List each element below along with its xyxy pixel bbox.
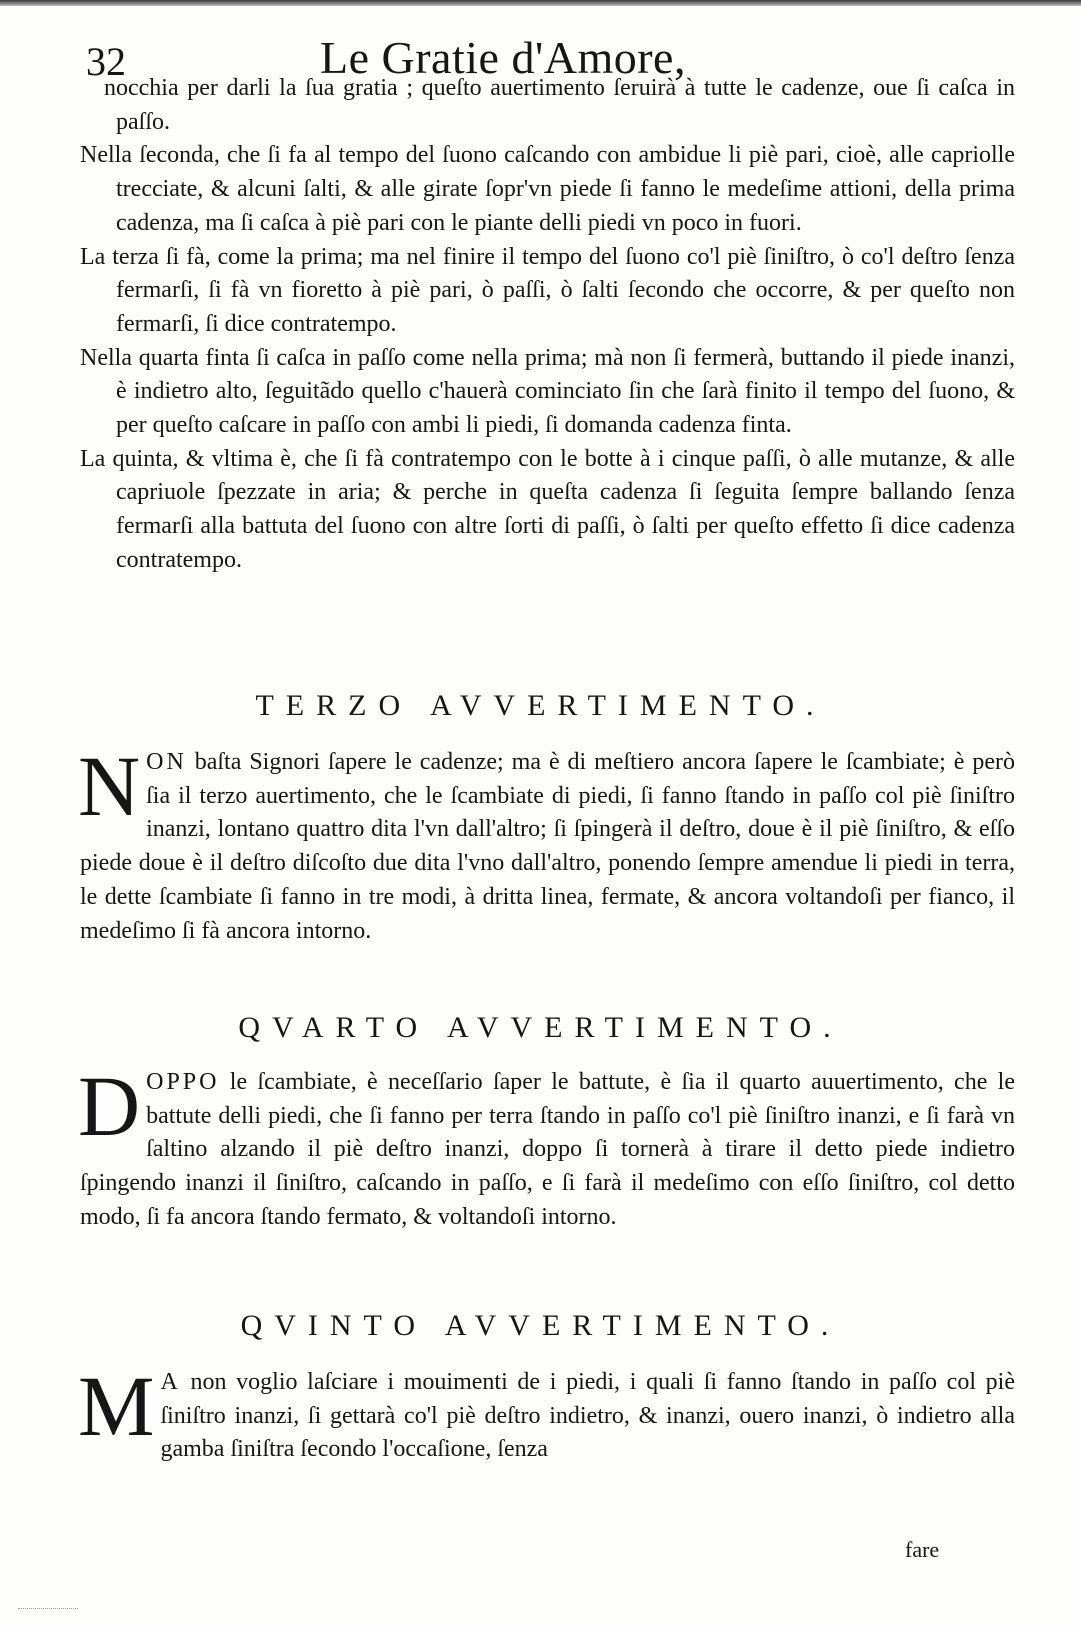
heading-quinto-avvertimento: QVINTO AVVERTIMENTO. — [240, 1309, 841, 1342]
paragraph-quinta: La quinta, & vltima è, che ſi fà contratempo con le botte à i cinque paſſi, ò alle mutanze, & alle capriuole ſpezzate in aria; & perche in queſta cadenza ſi ſeguita ſempre ballando ſenza fermarſi alla battuta del ſuono con altre ſorti di paſſi, ò ſalti per queſto effetto ſi dice cadenza contratempo. — [80, 445, 1015, 573]
section-quinto-body: non voglio laſciare i mouimenti de i piedi, i quali ſi fanno ſtando in paſſo col piè ſiniſtro inanzi, ſi gettarà co'l piè deſtro indietro, & inanzi, ouero inanzi, ò indietro alla gamba ſiniſtra ſecondo l'occaſione, ſenza — [160, 1369, 1015, 1463]
section-terzo-body: baſta Signori ſapere le cadenze; ma è di meſtiero ancora ſapere le ſcambiate; è però ſia il terzo auertimento, che le ſcambiate di piedi, ſi fanno ſtando in paſſo col piè ſiniſtro inanzi, lontano quattro dita l'vn dall'altro; ſi ſpingerà il deſtro, doue è il piè ſiniſtro, & eſſo piede doue è il deſtro diſcoſto due dita l'vno dall'altro, ponendo ſempre amendue li piedi in terra, le dette ſcambiate ſi fanno in tre modi, à dritta linea, fermate, & ancora voltandoſi per fianco, il medeſimo ſi fà ancora intorno. — [80, 749, 1015, 944]
heading-terzo-avvertimento: TERZO AVVERTIMENTO. — [255, 689, 826, 722]
section-terzo-text — [78, 738, 1015, 948]
drop-cap-n: N — [78, 738, 141, 834]
paper-speck — [18, 1604, 78, 1609]
drop-cap-d: D — [78, 1058, 141, 1154]
page-edge-shadow — [0, 0, 1081, 6]
page-number: 32 — [86, 39, 126, 84]
section-quarto-body: le ſcambiate, è neceſſario ſaper le battute, è ſia il quarto auuertimento, che le battute delli piedi, che ſi fanno per terra ſtando in paſſo co'l piè ſiniſtro inanzi, e ſi farà vn ſaltino alzando il piè deſtro inanzi, doppo ſi tornerà à tirare il detto piede indietro ſpingendo inanzi il ſiniſtro, caſcando in paſſo, e ſi farà il medeſimo con eſſo ſiniſtro, col detto modo, ſi fa ancora ſtando fermato, & voltandoſi intorno. — [80, 1069, 1015, 1230]
section-quarto-text — [78, 1058, 1015, 1235]
paragraph-terza: La terza ſi fà, come la prima; ma nel finire il tempo del ſuono co'l piè ſiniſtro, ò co'l deſtro ſenza fermarſi, ſi fà vn fioretto à piè pari, ò paſſi, ò ſalti ſecondo che occorre, & per queſto non fermarſi, ſi dice contratempo. — [80, 243, 1015, 337]
heading-quarto-avvertimento: QVARTO AVVERTIMENTO. — [238, 1011, 843, 1044]
section-quinto — [78, 1358, 1015, 1467]
paragraph-seconda: Nella ſeconda, che ſi fa al tempo del ſuono caſcando con ambidue li piè pari, cioè, alle capriolle trecciate, & alcuni ſalti, & alle girate ſopr'vn piede ſi fanno le medeſime attioni, della prima cadenza, ma ſi caſca à piè pari con le piante delli piedi vn poco in fuori. — [80, 142, 1015, 236]
paragraph-quarta: Nella quarta finta ſi caſca in paſſo come nella prima; mà non ſi fermerà, buttando il piede inanzi, è indietro alto, ſeguitãdo quello c'hauerà cominciato ſin che ſarà finito il tempo del ſuono, & per queſto caſcare in paſſo con ambi li piedi, ſi domanda cadenza finta. — [80, 344, 1015, 439]
running-title: Le Gratie d'Amore, — [320, 32, 686, 83]
paragraph-continued: nocchia per darli la ſua gratia ; queſto auertimento ſeruirà à tutte le cadenze, oue ſi caſca in paſſo. — [104, 75, 1015, 135]
section-quarto — [78, 1058, 1015, 1235]
lead-word: ON — [146, 749, 187, 775]
section-quinto-text — [78, 1358, 1015, 1467]
lead-word: OPPO — [146, 1069, 220, 1095]
lead-word: A — [160, 1369, 181, 1395]
continuation-text — [80, 72, 1015, 578]
section-terzo — [78, 738, 1015, 948]
drop-cap-m: M — [78, 1358, 155, 1454]
catchword: fare — [905, 1537, 940, 1562]
